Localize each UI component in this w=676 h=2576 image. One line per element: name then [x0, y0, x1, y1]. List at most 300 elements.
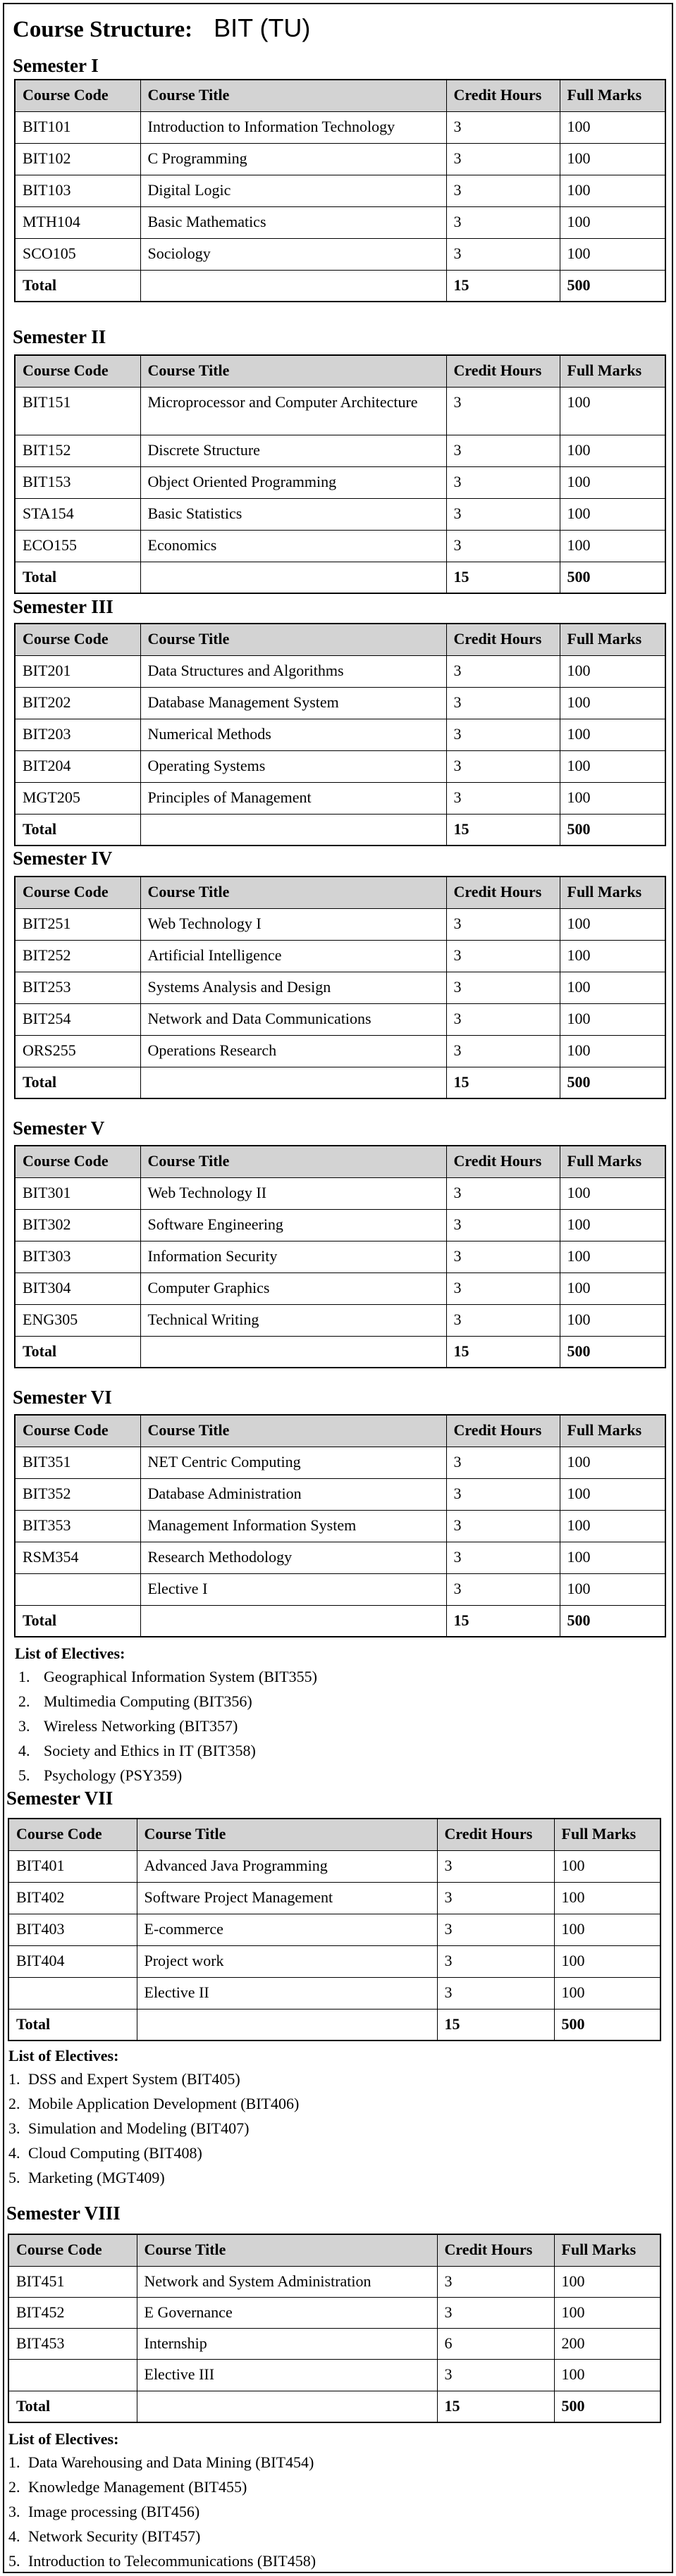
total-label: Total — [15, 1605, 140, 1637]
credit-hours: 3 — [446, 1510, 560, 1542]
table-row — [15, 1510, 665, 1542]
elective-item — [8, 2141, 299, 2165]
table-row — [15, 143, 665, 175]
elective-name: Cloud Computing (BIT408) — [28, 2144, 202, 2162]
course-title: Elective II — [137, 1977, 437, 2009]
full-marks: 100 — [560, 175, 665, 206]
total-blank — [137, 2391, 437, 2422]
total-credit-hours: 15 — [446, 1336, 560, 1368]
course-code: STA154 — [15, 498, 140, 530]
course-table — [14, 79, 666, 302]
course-code: BIT201 — [15, 655, 140, 687]
full-marks: 200 — [554, 2328, 660, 2359]
credit-hours: 3 — [446, 908, 560, 940]
course-title: Microprocessor and Computer Architecture — [140, 387, 446, 435]
elective-item — [8, 2475, 316, 2499]
elective-item — [8, 2450, 316, 2475]
total-row — [15, 270, 665, 302]
table-row — [15, 940, 665, 972]
col-header-course-title: Course Title — [140, 1415, 446, 1447]
total-label: Total — [8, 2391, 137, 2422]
elective-item — [8, 2116, 299, 2141]
elective-number: 1. — [8, 2453, 20, 2471]
credit-hours: 3 — [446, 782, 560, 814]
course-title: Systems Analysis and Design — [140, 972, 446, 1003]
course-title: Operations Research — [140, 1035, 446, 1067]
credit-hours: 3 — [446, 1209, 560, 1241]
table-header-row — [15, 80, 665, 111]
course-code: BIT152 — [15, 435, 140, 466]
course-title: Technical Writing — [140, 1304, 446, 1336]
elective-number: 5. — [8, 2552, 20, 2570]
total-blank — [140, 562, 446, 593]
elective-item — [18, 1763, 317, 1788]
full-marks: 100 — [554, 1977, 660, 2009]
semester-heading: Semester V — [13, 1117, 105, 1139]
semester-heading: Semester VII — [6, 1788, 113, 1809]
course-code: ECO155 — [15, 530, 140, 562]
table-row — [8, 2359, 660, 2391]
course-table — [14, 876, 666, 1099]
elective-number: 5. — [18, 1766, 30, 1784]
full-marks: 100 — [560, 466, 665, 498]
full-marks: 100 — [554, 1850, 660, 1882]
col-header-full-marks: Full Marks — [554, 1819, 660, 1850]
full-marks: 100 — [560, 1573, 665, 1605]
elective-item — [8, 2549, 316, 2573]
elective-name: Mobile Application Development (BIT406) — [28, 2095, 300, 2112]
course-title: Network and Data Communications — [140, 1003, 446, 1035]
table-row — [15, 1003, 665, 1035]
course-table — [8, 1818, 661, 2041]
full-marks: 100 — [560, 435, 665, 466]
course-title: Introduction to Information Technology — [140, 111, 446, 143]
table-row — [15, 655, 665, 687]
table-header-row — [8, 2234, 660, 2266]
elective-item — [8, 2067, 299, 2091]
course-title: Basic Statistics — [140, 498, 446, 530]
col-header-course-code: Course Code — [15, 1415, 140, 1447]
table-row — [8, 2328, 660, 2359]
course-code: BIT452 — [8, 2297, 137, 2328]
full-marks: 100 — [554, 1882, 660, 1914]
total-full-marks: 500 — [560, 562, 665, 593]
full-marks: 100 — [554, 2266, 660, 2297]
table-row — [15, 782, 665, 814]
course-code: MGT205 — [15, 782, 140, 814]
total-credit-hours: 15 — [446, 814, 560, 846]
credit-hours: 3 — [446, 1304, 560, 1336]
credit-hours: 3 — [446, 530, 560, 562]
total-blank — [140, 1067, 446, 1098]
credit-hours: 3 — [446, 719, 560, 750]
col-header-full-marks: Full Marks — [560, 355, 665, 387]
course-table — [8, 2234, 661, 2423]
col-header-course-title: Course Title — [140, 355, 446, 387]
col-header-course-code: Course Code — [15, 355, 140, 387]
elective-name: DSS and Expert System (BIT405) — [28, 2070, 240, 2088]
credit-hours: 3 — [446, 687, 560, 719]
electives-list — [18, 1664, 317, 1788]
full-marks: 100 — [560, 972, 665, 1003]
full-marks: 100 — [560, 782, 665, 814]
elective-name: Geographical Information System (BIT355) — [44, 1668, 317, 1685]
semester-heading: Semester IV — [13, 848, 113, 869]
col-header-course-code: Course Code — [15, 80, 140, 111]
full-marks: 100 — [560, 238, 665, 270]
table-row — [15, 111, 665, 143]
credit-hours: 3 — [446, 466, 560, 498]
full-marks: 100 — [560, 1304, 665, 1336]
course-code: BIT353 — [15, 1510, 140, 1542]
elective-item — [18, 1738, 317, 1763]
full-marks: 100 — [560, 498, 665, 530]
course-title: Management Information System — [140, 1510, 446, 1542]
total-blank — [140, 270, 446, 302]
credit-hours: 3 — [446, 498, 560, 530]
course-code: SCO105 — [15, 238, 140, 270]
total-label: Total — [15, 270, 140, 302]
course-title: Database Administration — [140, 1478, 446, 1510]
total-row — [15, 814, 665, 846]
table-row — [15, 1241, 665, 1272]
table-row — [15, 498, 665, 530]
table-row — [15, 1272, 665, 1304]
elective-name: Knowledge Management (BIT455) — [28, 2478, 247, 2496]
course-title: Data Structures and Algorithms — [140, 655, 446, 687]
course-code: BIT153 — [15, 466, 140, 498]
elective-name: Multimedia Computing (BIT356) — [44, 1692, 252, 1710]
full-marks: 100 — [560, 750, 665, 782]
credit-hours: 3 — [446, 435, 560, 466]
full-marks: 100 — [560, 111, 665, 143]
credit-hours: 3 — [446, 1573, 560, 1605]
course-code: BIT451 — [8, 2266, 137, 2297]
table-header-row — [15, 1146, 665, 1177]
elective-item — [18, 1664, 317, 1689]
credit-hours: 6 — [437, 2328, 554, 2359]
total-credit-hours: 15 — [446, 1605, 560, 1637]
table-row — [8, 2266, 660, 2297]
credit-hours: 3 — [437, 1914, 554, 1945]
table-row — [15, 750, 665, 782]
total-full-marks: 500 — [560, 1067, 665, 1098]
electives-heading: List of Electives: — [15, 1645, 125, 1662]
elective-item — [8, 2499, 316, 2524]
elective-name: Wireless Networking (BIT357) — [44, 1717, 238, 1735]
course-code — [8, 1977, 137, 2009]
total-row — [8, 2391, 660, 2422]
electives-list — [8, 2067, 299, 2190]
elective-number: 1. — [8, 2070, 20, 2088]
course-code: BIT352 — [15, 1478, 140, 1510]
col-header-credit-hours: Credit Hours — [446, 1415, 560, 1447]
elective-number: 3. — [8, 2119, 20, 2137]
course-title: Computer Graphics — [140, 1272, 446, 1304]
course-title: Operating Systems — [140, 750, 446, 782]
full-marks: 100 — [560, 1003, 665, 1035]
total-full-marks: 500 — [554, 2391, 660, 2422]
total-label: Total — [15, 1067, 140, 1098]
col-header-credit-hours: Credit Hours — [446, 877, 560, 908]
table-row — [15, 1542, 665, 1573]
course-title: Research Methodology — [140, 1542, 446, 1573]
table-row — [15, 1478, 665, 1510]
course-title: Project work — [137, 1945, 437, 1977]
electives-heading: List of Electives: — [8, 2430, 119, 2448]
table-row — [8, 2297, 660, 2328]
col-header-course-title: Course Title — [137, 2234, 437, 2266]
course-title: Web Technology II — [140, 1177, 446, 1209]
full-marks: 100 — [560, 387, 665, 435]
table-header-row — [15, 624, 665, 655]
table-row — [8, 1945, 660, 1977]
full-marks: 100 — [554, 1914, 660, 1945]
full-marks: 100 — [554, 1945, 660, 1977]
elective-number: 1. — [18, 1668, 30, 1685]
program-name: BIT (TU) — [214, 13, 311, 42]
course-title: Network and System Administration — [137, 2266, 437, 2297]
course-code: BIT302 — [15, 1209, 140, 1241]
credit-hours: 3 — [446, 655, 560, 687]
elective-item — [18, 1689, 317, 1714]
course-title: Information Security — [140, 1241, 446, 1272]
credit-hours: 3 — [446, 972, 560, 1003]
course-title: Discrete Structure — [140, 435, 446, 466]
full-marks: 100 — [560, 1510, 665, 1542]
table-row — [8, 1850, 660, 1882]
semester-heading: Semester VIII — [6, 2203, 121, 2224]
col-header-course-title: Course Title — [140, 1146, 446, 1177]
elective-name: Marketing (MGT409) — [28, 2169, 165, 2186]
elective-name: Simulation and Modeling (BIT407) — [28, 2119, 250, 2137]
course-table — [14, 1414, 666, 1637]
table-header-row — [15, 355, 665, 387]
total-credit-hours: 15 — [446, 1067, 560, 1098]
elective-number: 4. — [8, 2527, 20, 2545]
course-code: BIT404 — [8, 1945, 137, 1977]
col-header-course-title: Course Title — [137, 1819, 437, 1850]
full-marks: 100 — [560, 1272, 665, 1304]
col-header-course-title: Course Title — [140, 80, 446, 111]
total-full-marks: 500 — [554, 2009, 660, 2041]
elective-name: Society and Ethics in IT (BIT358) — [44, 1742, 256, 1759]
col-header-course-code: Course Code — [8, 2234, 137, 2266]
credit-hours: 3 — [446, 1272, 560, 1304]
credit-hours: 3 — [446, 175, 560, 206]
full-marks: 100 — [554, 2359, 660, 2391]
course-code: BIT401 — [8, 1850, 137, 1882]
credit-hours: 3 — [446, 1035, 560, 1067]
course-code: BIT204 — [15, 750, 140, 782]
total-row — [15, 1067, 665, 1098]
table-row — [15, 687, 665, 719]
course-code: ORS255 — [15, 1035, 140, 1067]
elective-number: 3. — [8, 2503, 20, 2520]
course-code: BIT304 — [15, 1272, 140, 1304]
course-code: BIT303 — [15, 1241, 140, 1272]
credit-hours: 3 — [437, 2359, 554, 2391]
electives-list — [8, 2450, 316, 2573]
elective-name: Data Warehousing and Data Mining (BIT454) — [28, 2453, 314, 2471]
col-header-full-marks: Full Marks — [554, 2234, 660, 2266]
table-row — [15, 238, 665, 270]
table-row — [8, 1914, 660, 1945]
course-code: BIT252 — [15, 940, 140, 972]
semester-heading: Semester VI — [13, 1387, 112, 1408]
course-title: Elective III — [137, 2359, 437, 2391]
course-code: BIT403 — [8, 1914, 137, 1945]
full-marks: 100 — [560, 1177, 665, 1209]
credit-hours: 3 — [437, 1977, 554, 2009]
col-header-full-marks: Full Marks — [560, 1146, 665, 1177]
course-code: MTH104 — [15, 206, 140, 238]
table-row — [15, 1177, 665, 1209]
table-row — [15, 1573, 665, 1605]
credit-hours: 3 — [437, 1850, 554, 1882]
total-label: Total — [15, 562, 140, 593]
course-code: BIT202 — [15, 687, 140, 719]
semester-heading: Semester II — [13, 326, 106, 347]
col-header-course-code: Course Code — [15, 877, 140, 908]
col-header-course-code: Course Code — [15, 624, 140, 655]
elective-item — [8, 2524, 316, 2549]
course-code — [8, 2359, 137, 2391]
full-marks: 100 — [560, 1035, 665, 1067]
table-row — [15, 908, 665, 940]
elective-number: 2. — [8, 2478, 20, 2496]
full-marks: 100 — [560, 655, 665, 687]
course-title: Software Project Management — [137, 1882, 437, 1914]
course-code: BIT253 — [15, 972, 140, 1003]
course-table — [14, 623, 666, 846]
col-header-course-code: Course Code — [8, 1819, 137, 1850]
credit-hours: 3 — [437, 1945, 554, 1977]
full-marks: 100 — [560, 530, 665, 562]
course-title: Sociology — [140, 238, 446, 270]
total-credit-hours: 15 — [446, 270, 560, 302]
course-code: BIT254 — [15, 1003, 140, 1035]
col-header-credit-hours: Credit Hours — [437, 1819, 554, 1850]
course-table — [14, 1145, 666, 1368]
table-row — [15, 719, 665, 750]
table-row — [15, 1035, 665, 1067]
col-header-full-marks: Full Marks — [560, 1415, 665, 1447]
credit-hours: 3 — [446, 238, 560, 270]
course-title: Economics — [140, 530, 446, 562]
course-code: BIT101 — [15, 111, 140, 143]
col-header-full-marks: Full Marks — [560, 877, 665, 908]
full-marks: 100 — [560, 719, 665, 750]
full-marks: 100 — [560, 1209, 665, 1241]
credit-hours: 3 — [446, 1478, 560, 1510]
course-title: Internship — [137, 2328, 437, 2359]
semester-heading: Semester I — [13, 55, 99, 76]
total-credit-hours: 15 — [446, 562, 560, 593]
col-header-credit-hours: Credit Hours — [446, 80, 560, 111]
course-code: BIT151 — [15, 387, 140, 435]
elective-number: 4. — [18, 1742, 30, 1759]
credit-hours: 3 — [446, 1177, 560, 1209]
elective-name: Introduction to Telecommunications (BIT458) — [28, 2552, 317, 2570]
full-marks: 100 — [554, 2297, 660, 2328]
table-row — [15, 1304, 665, 1336]
credit-hours: 3 — [446, 143, 560, 175]
col-header-course-title: Course Title — [140, 624, 446, 655]
credit-hours: 3 — [446, 111, 560, 143]
table-row — [15, 387, 665, 435]
course-code: BIT203 — [15, 719, 140, 750]
table-row — [8, 1977, 660, 2009]
full-marks: 100 — [560, 1241, 665, 1272]
total-credit-hours: 15 — [437, 2391, 554, 2422]
total-blank — [137, 2009, 437, 2041]
total-blank — [140, 814, 446, 846]
course-title: Numerical Methods — [140, 719, 446, 750]
col-header-course-title: Course Title — [140, 877, 446, 908]
credit-hours: 3 — [446, 1241, 560, 1272]
elective-number: 2. — [8, 2095, 20, 2112]
elective-number: 4. — [8, 2144, 20, 2162]
course-structure-page — [3, 3, 673, 2573]
full-marks: 100 — [560, 940, 665, 972]
total-row — [8, 2009, 660, 2041]
course-code: BIT453 — [8, 2328, 137, 2359]
full-marks: 100 — [560, 1542, 665, 1573]
course-title: E-commerce — [137, 1914, 437, 1945]
course-title: Software Engineering — [140, 1209, 446, 1241]
total-label: Total — [8, 2009, 137, 2041]
total-full-marks: 500 — [560, 1605, 665, 1637]
credit-hours: 3 — [446, 387, 560, 435]
elective-name: Image processing (BIT456) — [28, 2503, 200, 2520]
elective-number: 5. — [8, 2169, 20, 2186]
credit-hours: 3 — [446, 750, 560, 782]
course-code: BIT103 — [15, 175, 140, 206]
table-row — [15, 1209, 665, 1241]
col-header-credit-hours: Credit Hours — [446, 355, 560, 387]
title-main: Course Structure: — [13, 17, 193, 42]
total-label: Total — [15, 814, 140, 846]
course-code: BIT301 — [15, 1177, 140, 1209]
col-header-full-marks: Full Marks — [560, 80, 665, 111]
full-marks: 100 — [560, 687, 665, 719]
course-title: NET Centric Computing — [140, 1447, 446, 1478]
col-header-credit-hours: Credit Hours — [446, 624, 560, 655]
col-header-full-marks: Full Marks — [560, 624, 665, 655]
total-credit-hours: 15 — [437, 2009, 554, 2041]
total-full-marks: 500 — [560, 270, 665, 302]
full-marks: 100 — [560, 1447, 665, 1478]
course-code: BIT102 — [15, 143, 140, 175]
total-label: Total — [15, 1336, 140, 1368]
credit-hours: 3 — [446, 1003, 560, 1035]
total-row — [15, 1336, 665, 1368]
course-code — [15, 1573, 140, 1605]
course-code: ENG305 — [15, 1304, 140, 1336]
course-title: Web Technology I — [140, 908, 446, 940]
full-marks: 100 — [560, 1478, 665, 1510]
credit-hours: 3 — [446, 1447, 560, 1478]
total-row — [15, 562, 665, 593]
course-code: BIT251 — [15, 908, 140, 940]
course-code: BIT351 — [15, 1447, 140, 1478]
elective-number: 3. — [18, 1717, 30, 1735]
col-header-course-code: Course Code — [15, 1146, 140, 1177]
course-title: Basic Mathematics — [140, 206, 446, 238]
table-header-row — [15, 1415, 665, 1447]
course-title: Database Management System — [140, 687, 446, 719]
